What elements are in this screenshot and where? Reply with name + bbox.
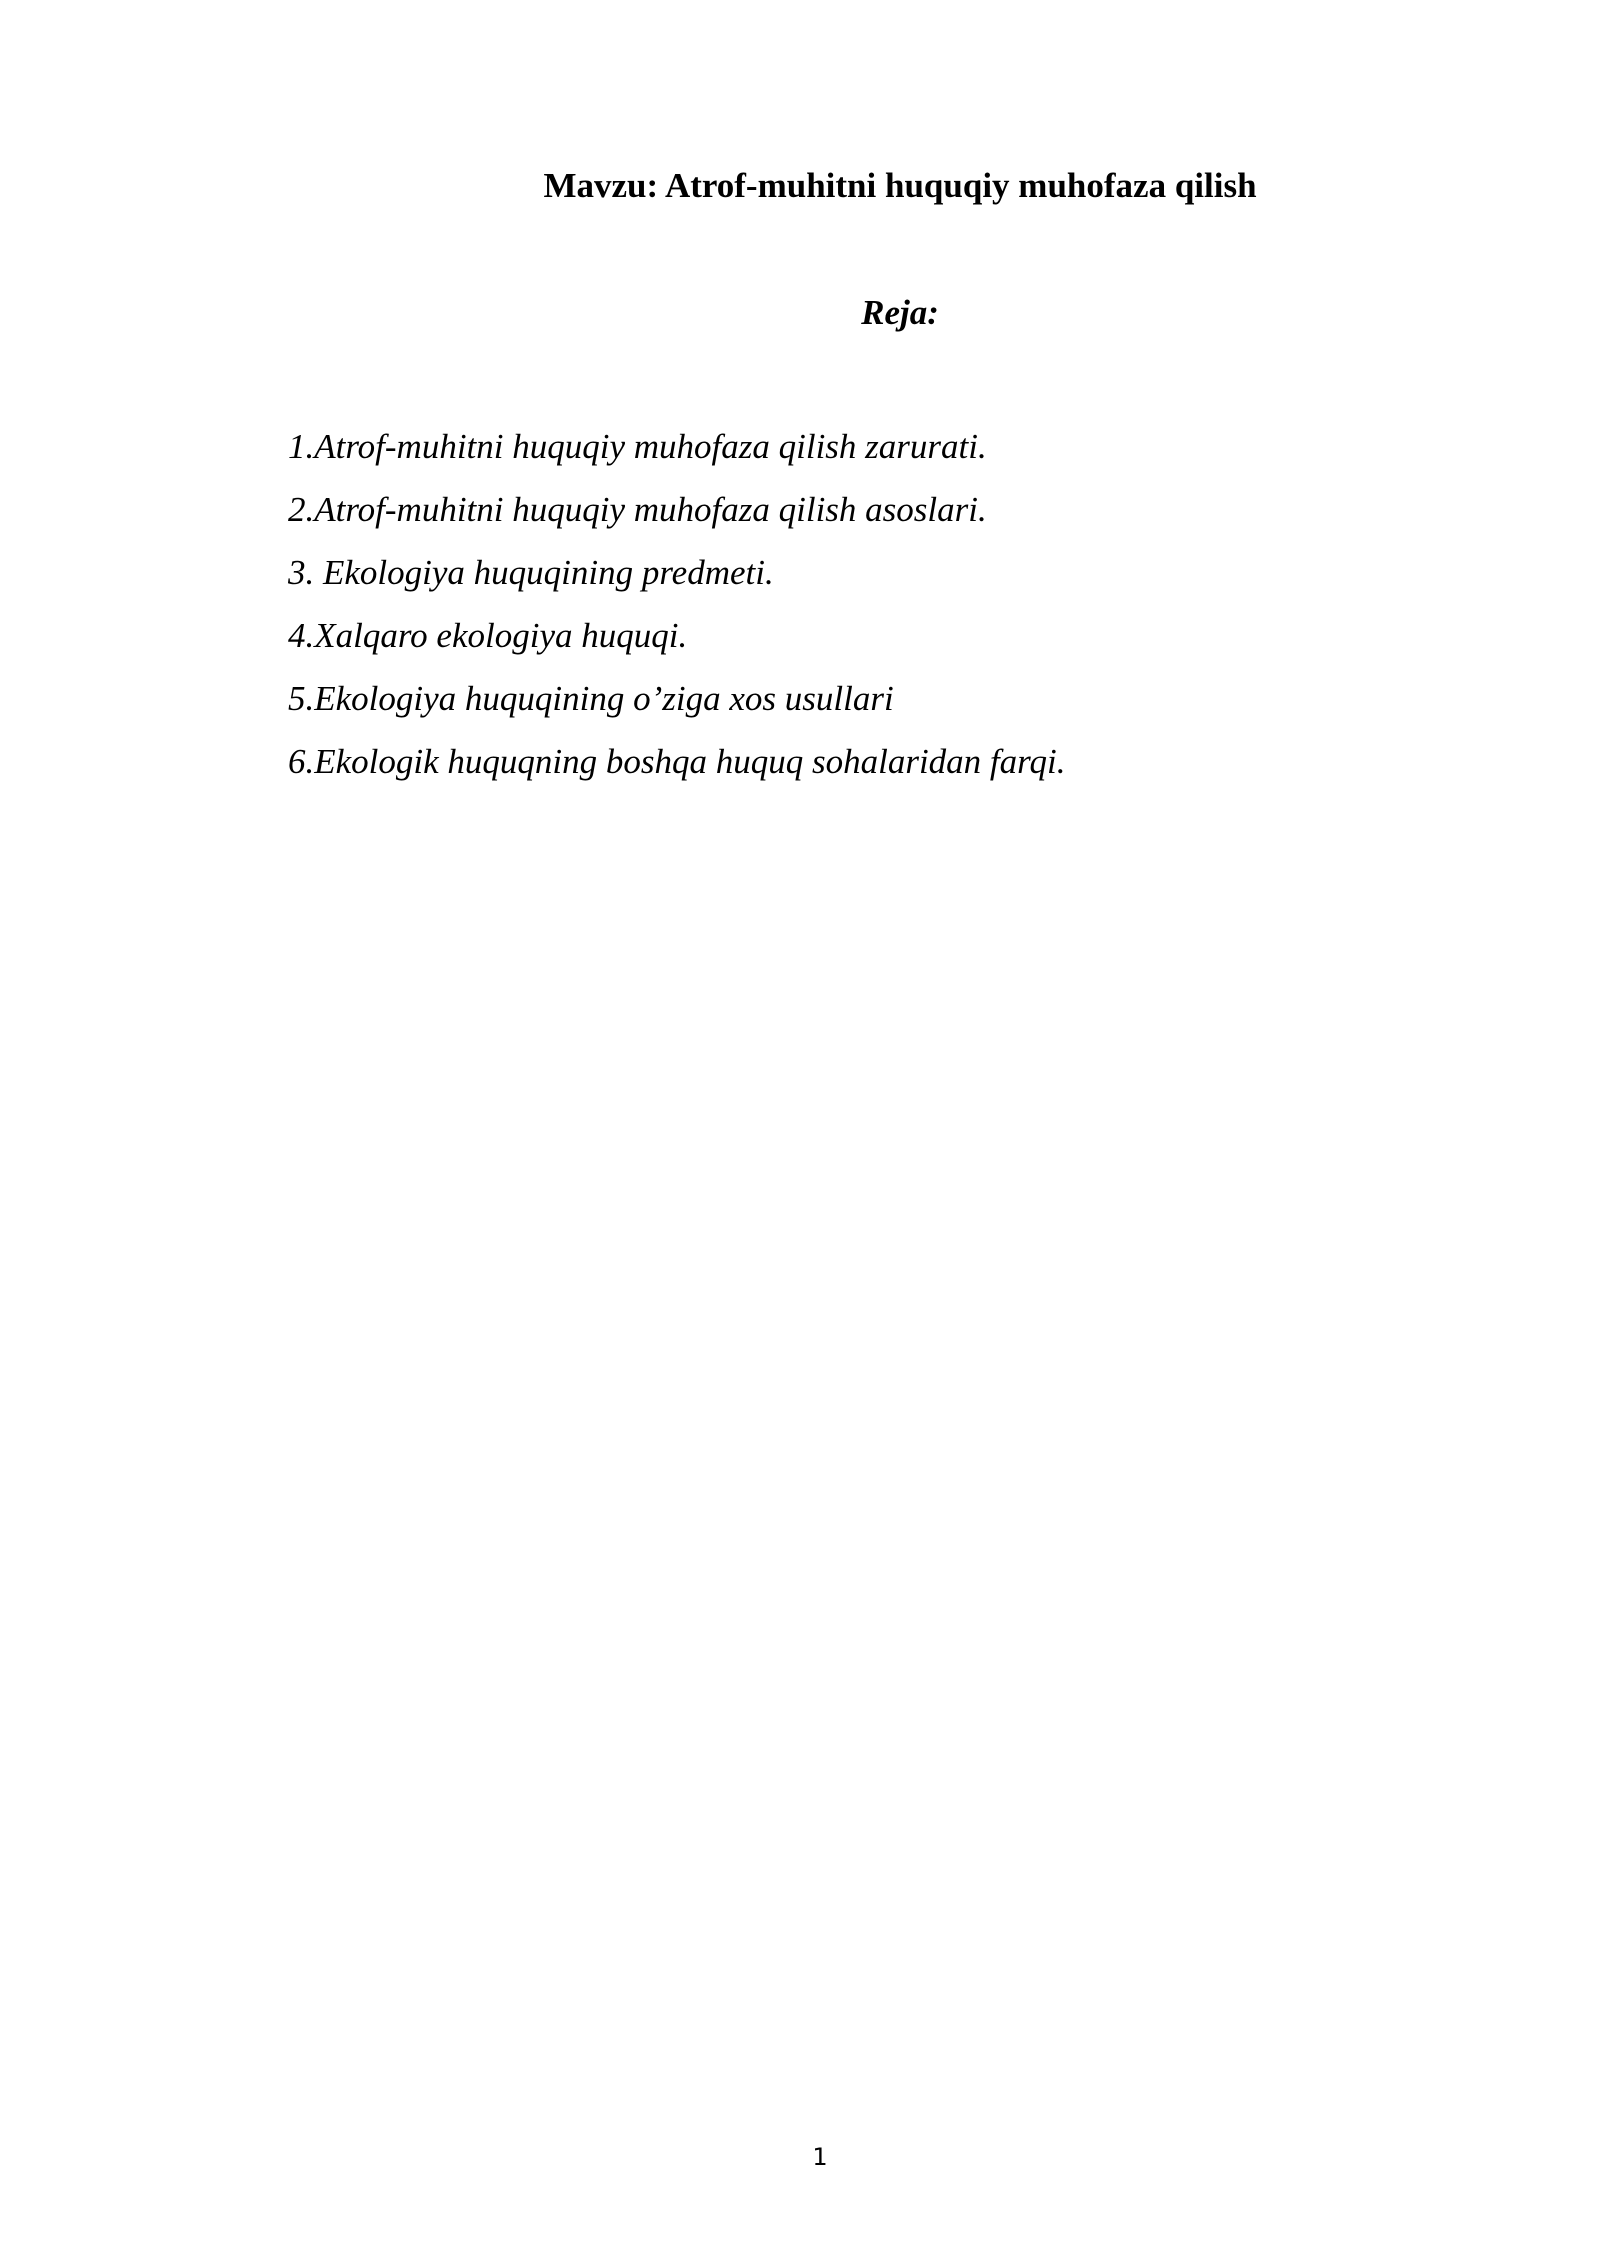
plan-item: 6.Ekologik huquqning boshqa huquq sohalaridan farqi. — [288, 742, 1066, 781]
plan-item: 2.Atrof-muhitni huquqiy muhofaza qilish asoslari. — [288, 490, 987, 529]
plan-item: 4.Xalqaro ekologiya huquqi. — [288, 616, 688, 655]
plan-item: 5.Ekologiya huquqining o’ziga xos usullari — [288, 679, 894, 718]
plan-list — [288, 415, 1488, 793]
plan-item: 3. Ekologiya huquqining predmeti. — [288, 553, 774, 592]
plan-heading: Reja: — [861, 293, 939, 332]
plan-item: 1.Atrof-muhitni huquqiy muhofaza qilish zarurati. — [288, 427, 987, 466]
page-number: 1 — [812, 2143, 828, 2171]
document-title: Mavzu: Atrof-muhitni huquqiy muhofaza qilish — [543, 166, 1257, 205]
